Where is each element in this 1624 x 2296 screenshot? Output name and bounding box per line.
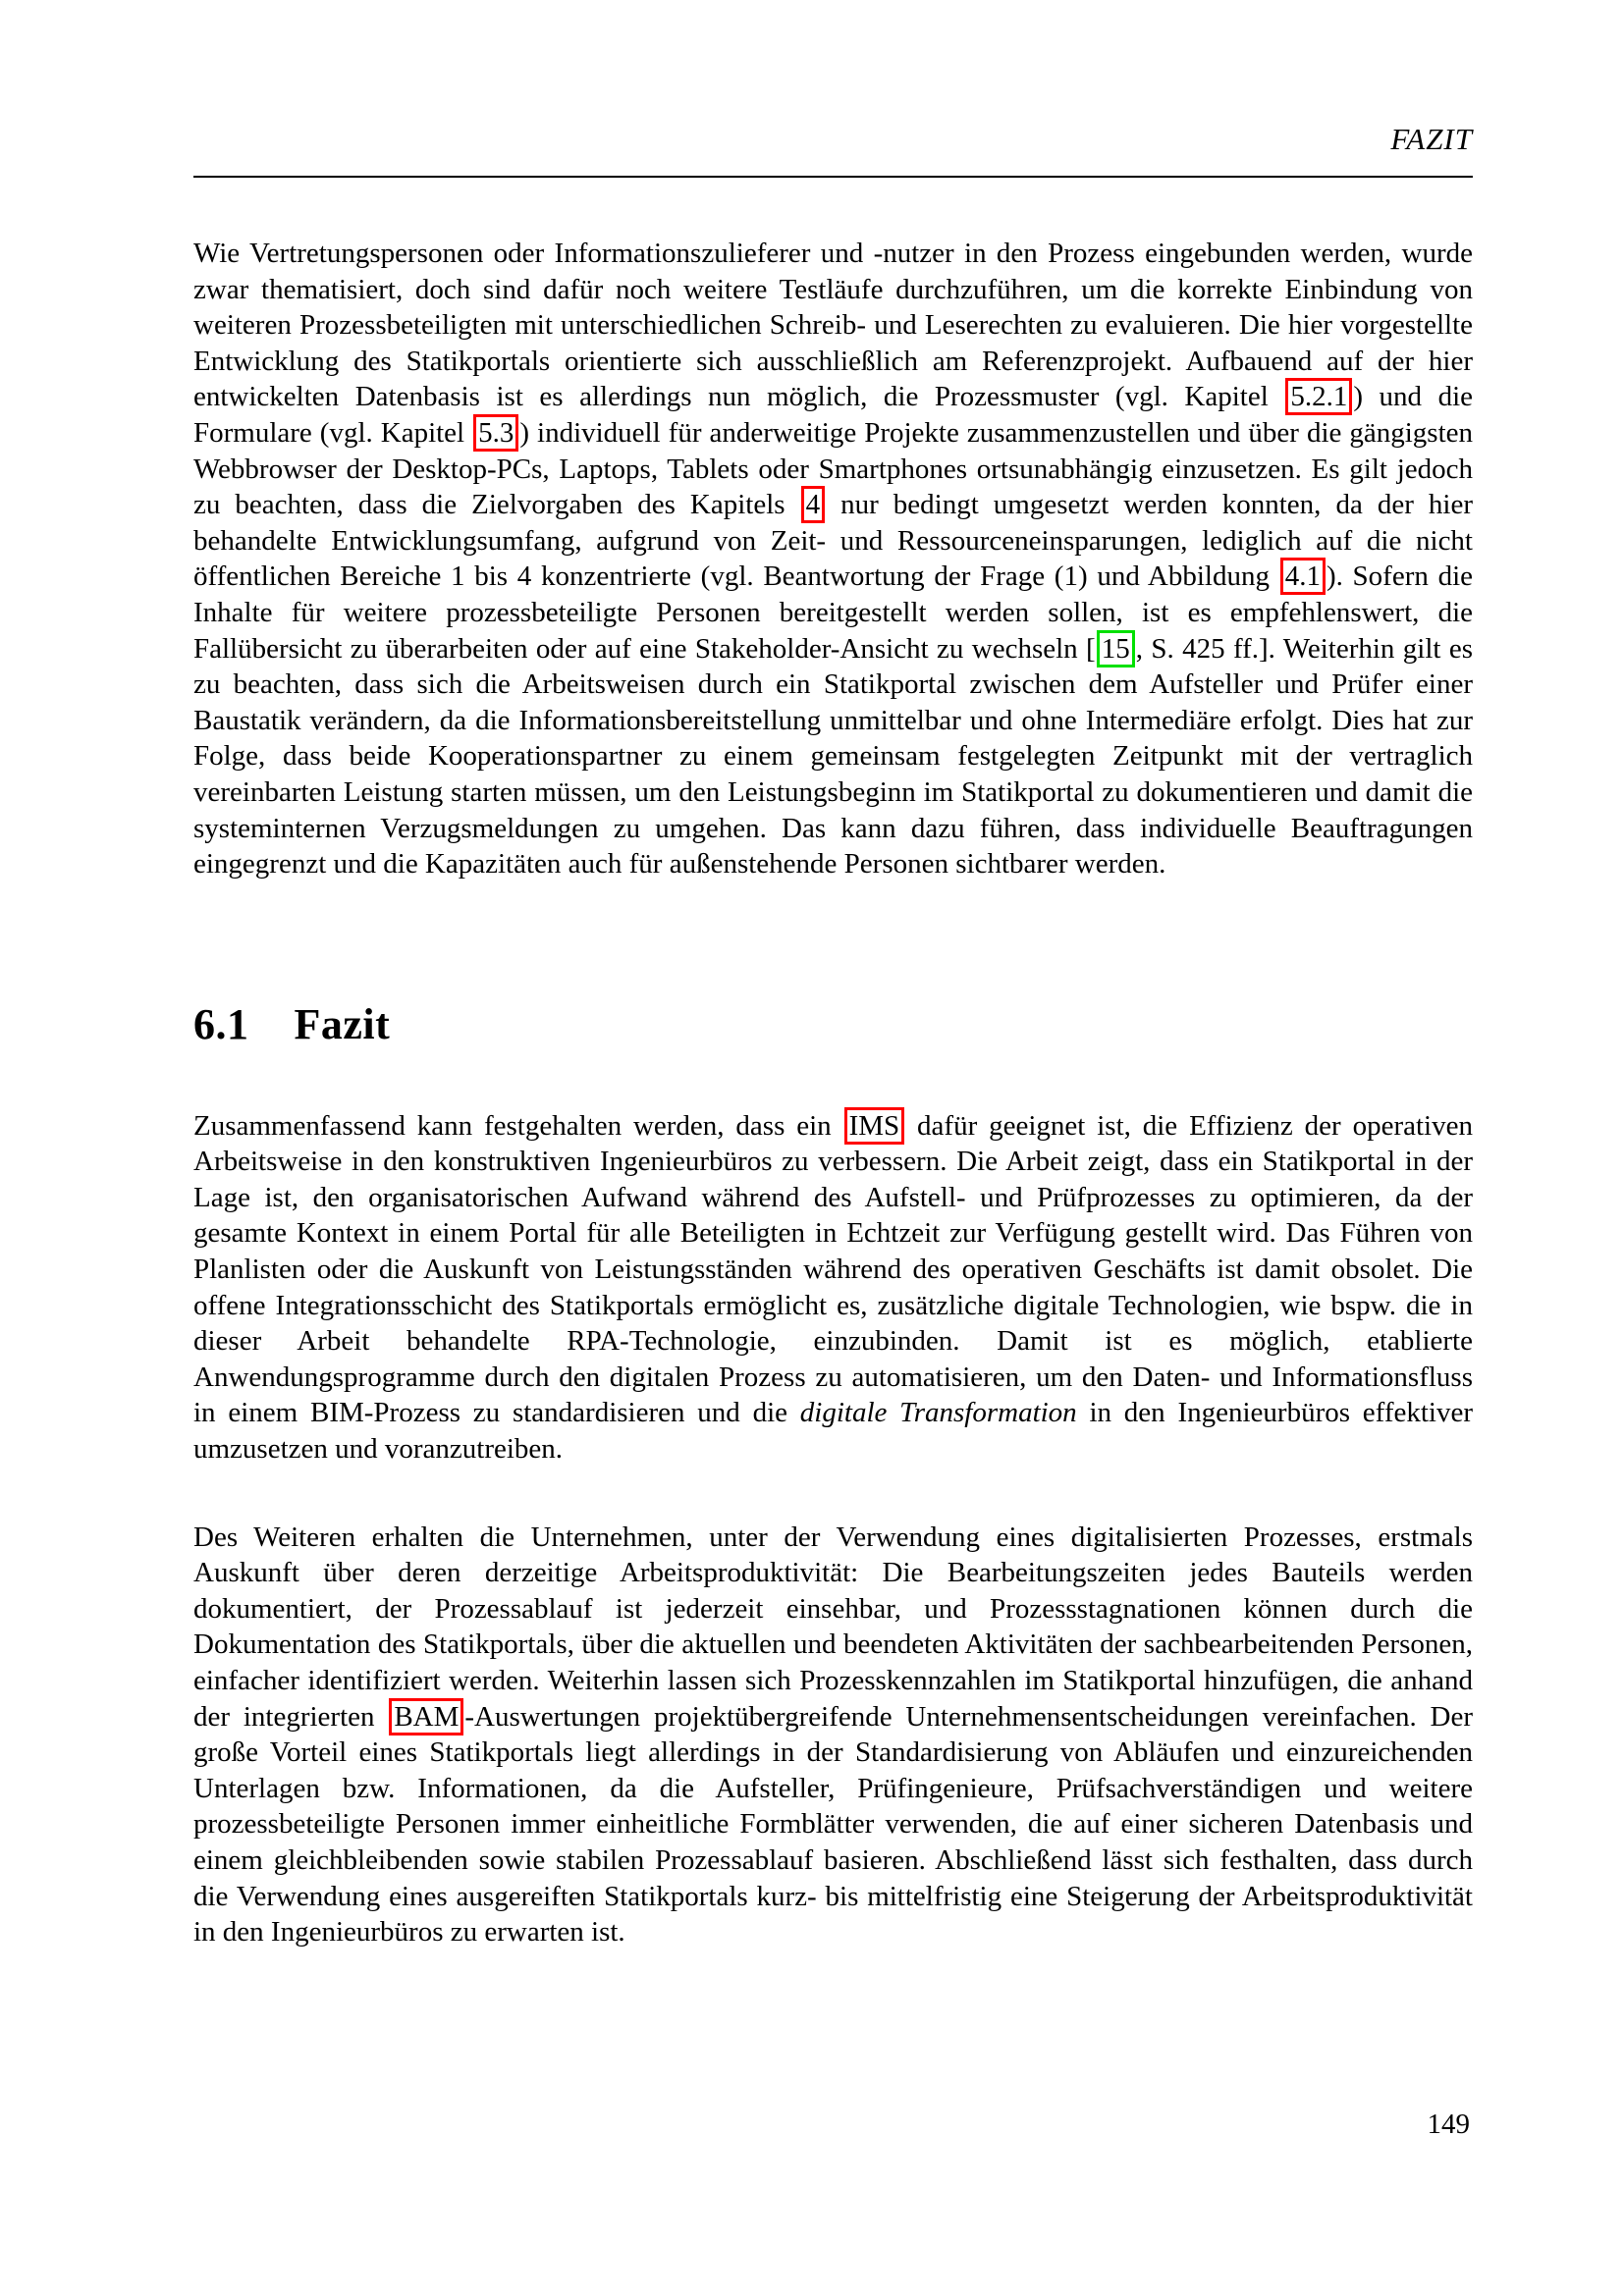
ref-link[interactable]: 5.3 [473, 414, 518, 452]
running-header-title: FAZIT [1390, 122, 1473, 156]
section-title: Fazit [294, 999, 391, 1048]
ref-link[interactable]: IMS [844, 1107, 905, 1145]
text-run: Wie Vertretungspersonen oder Informationszulieferer und -nutzer in den Prozess eingebunden werden, wurde zwar thematisiert, doch sind dafür noch weitere Testläufe durchzuführen, um die korrekte Einbindung von weiteren Prozessbeteiligten mit unterschiedlichen Schreib- und Leserechten zu evaluieren. Die hier vorgestellte Entwicklung des Statikportals orientierte sich ausschließlich am Referenzprojekt. Aufbauend auf der hier entwickelten Datenbasis ist es allerdings nun möglich, die Prozessmuster (vgl. Kapitel [193, 238, 1473, 413]
page-content [193, 236, 1473, 1950]
section-number: 6.1 [193, 999, 249, 1048]
section-heading [193, 999, 1473, 1048]
text-run: in den Ingenieurbüros effektiver umzusetzen und voranzutreiben. [193, 1397, 1473, 1466]
ref-link[interactable]: BAM [389, 1698, 463, 1735]
text-run: ). Sofern die Inhalte für weitere prozessbeteiligte Personen bereitgestellt werden sollen, ist es empfehlenswert, die Fallübersicht zu überarbeiten oder auf eine Stakeholder-Ansicht zu wechseln [ [193, 561, 1473, 665]
text-run: ) und die Formulare (vgl. Kapitel [193, 381, 1473, 449]
text-run: , S. 425 ff.]. Weiterhin gilt es zu beachten, dass sich die Arbeitsweisen durch ein Statikportal zwischen dem Aufsteller und Prüfer einer Baustatik verändern, da die Informationsbereitstellung unmittelbar und ohne Intermediäre erfolgt. Dies hat zur Folge, dass beide Kooperationspartner zu einem gemeinsam festgelegten Zeitpunkt mit der vertraglich vereinbarten Leistung starten müssen, um den Leistungsbeginn im Statikportal zu dokumentieren und damit die systeminternen Verzugsmeldungen zu umgehen. Das kann dazu führen, dass individuelle Beauftragungen eingegrenzt und die Kapazitäten auch für außenstehende Personen sichtbarer werden. [193, 632, 1473, 881]
ref-link[interactable]: 5.2.1 [1285, 378, 1352, 415]
citation-link[interactable]: 15 [1097, 630, 1135, 667]
text-run: digitale Transformation [799, 1397, 1077, 1429]
text-run: -Auswertungen projektübergreifende Unternehmensentscheidungen vereinfachen. Der große Vorteil eines Statikportals liegt allerdings in der Standardisierung von Abläufen und einzureichenden Unterlagen bzw. Informationen, da die Aufsteller, Prüfingenieure, Prüfsachverständigen und weitere prozessbeteiligte Personen immer einheitliche Formblätter verwenden, die auf einer sicheren Datenbasis und einem gleichbleibenden sowie stabilen Prozessablauf basieren. Abschließend lässt sich festhalten, dass durch die Verwendung eines ausgereiften Statikportals kurz- bis mittelfristig eine Steigerung der Arbeitsproduktivität in den Ingenieurbüros zu erwarten ist. [193, 1700, 1474, 1949]
paragraph [193, 236, 1473, 882]
text-run: nur bedingt umgesetzt werden konnten, da der hier behandelte Entwicklungsumfang, aufgrund von Zeit- und Ressourceneinsparungen, lediglich auf die nicht öffentlichen Bereiche 1 bis 4 konzentrierte (vgl. Beantwortung der Frage (1) und Abbildung [193, 489, 1473, 593]
header-rule [193, 176, 1473, 178]
text-run: Des Weiteren erhalten die Unternehmen, unter der Verwendung eines digitalisierten Prozesses, erstmals Auskunft über deren derzeitige Arbeitsproduktivität: Die Bearbeitungszeiten jedes Bauteils werden dokumentiert, der Prozessablauf ist jederzeit einsehbar, und Prozessstagnationen können durch die Dokumentation des Statikportals, über die aktuellen und beendeten Aktivitäten der sachbearbeitenden Personen, einfacher identifiziert werden. Weiterhin lassen sich Prozesskennzahlen im Statikportal hinzufügen, die anhand der integrierten [193, 1521, 1473, 1733]
ref-link[interactable]: 4.1 [1280, 558, 1326, 595]
ref-link[interactable]: 4 [801, 486, 826, 523]
paragraph [193, 1108, 1473, 1468]
paragraph [193, 1520, 1473, 1950]
running-header [193, 122, 1473, 157]
text-run: ) individuell für anderweitige Projekte zusammenzustellen und über die gängigsten Webbrowser der Desktop-PCs, Laptops, Tablets oder Smartphones ortsunabhängig einzusetzen. Es gilt jedoch zu beachten, dass die Zielvorgaben des Kapitels [193, 416, 1474, 521]
page-number: 149 [1427, 2109, 1470, 2140]
text-run: dafür geeignet ist, die Effizienz der operativen Arbeitsweise in den konstruktiven Ingenieurbüros zu verbessern. Die Arbeit zeigt, dass ein Statikportal in der Lage ist, den organisatorischen Aufwand während des Aufstell- und Prüfprozesses zu optimieren, da der gesamte Kontext in einem Portal für alle Beteiligten in Echtzeit zur Verfügung gestellt wird. Das Führen von Planlisten oder die Auskunft von Leistungsständen während des operativen Geschäfts ist damit obsolet. Die offene Integrationsschicht des Statikportals ermöglicht es, zusätzliche digitale Technologien, wie bspw. die in dieser Arbeit behandelte RPA-Technologie, einzubinden. Damit ist es möglich, etablierte Anwendungsprogramme durch den digitalen Prozess zu automatisieren, um den Daten- und Informationsfluss in einem BIM-Prozess zu standardisieren und die [193, 1109, 1473, 1429]
text-run: Zusammenfassend kann festgehalten werden, dass ein [193, 1109, 843, 1142]
